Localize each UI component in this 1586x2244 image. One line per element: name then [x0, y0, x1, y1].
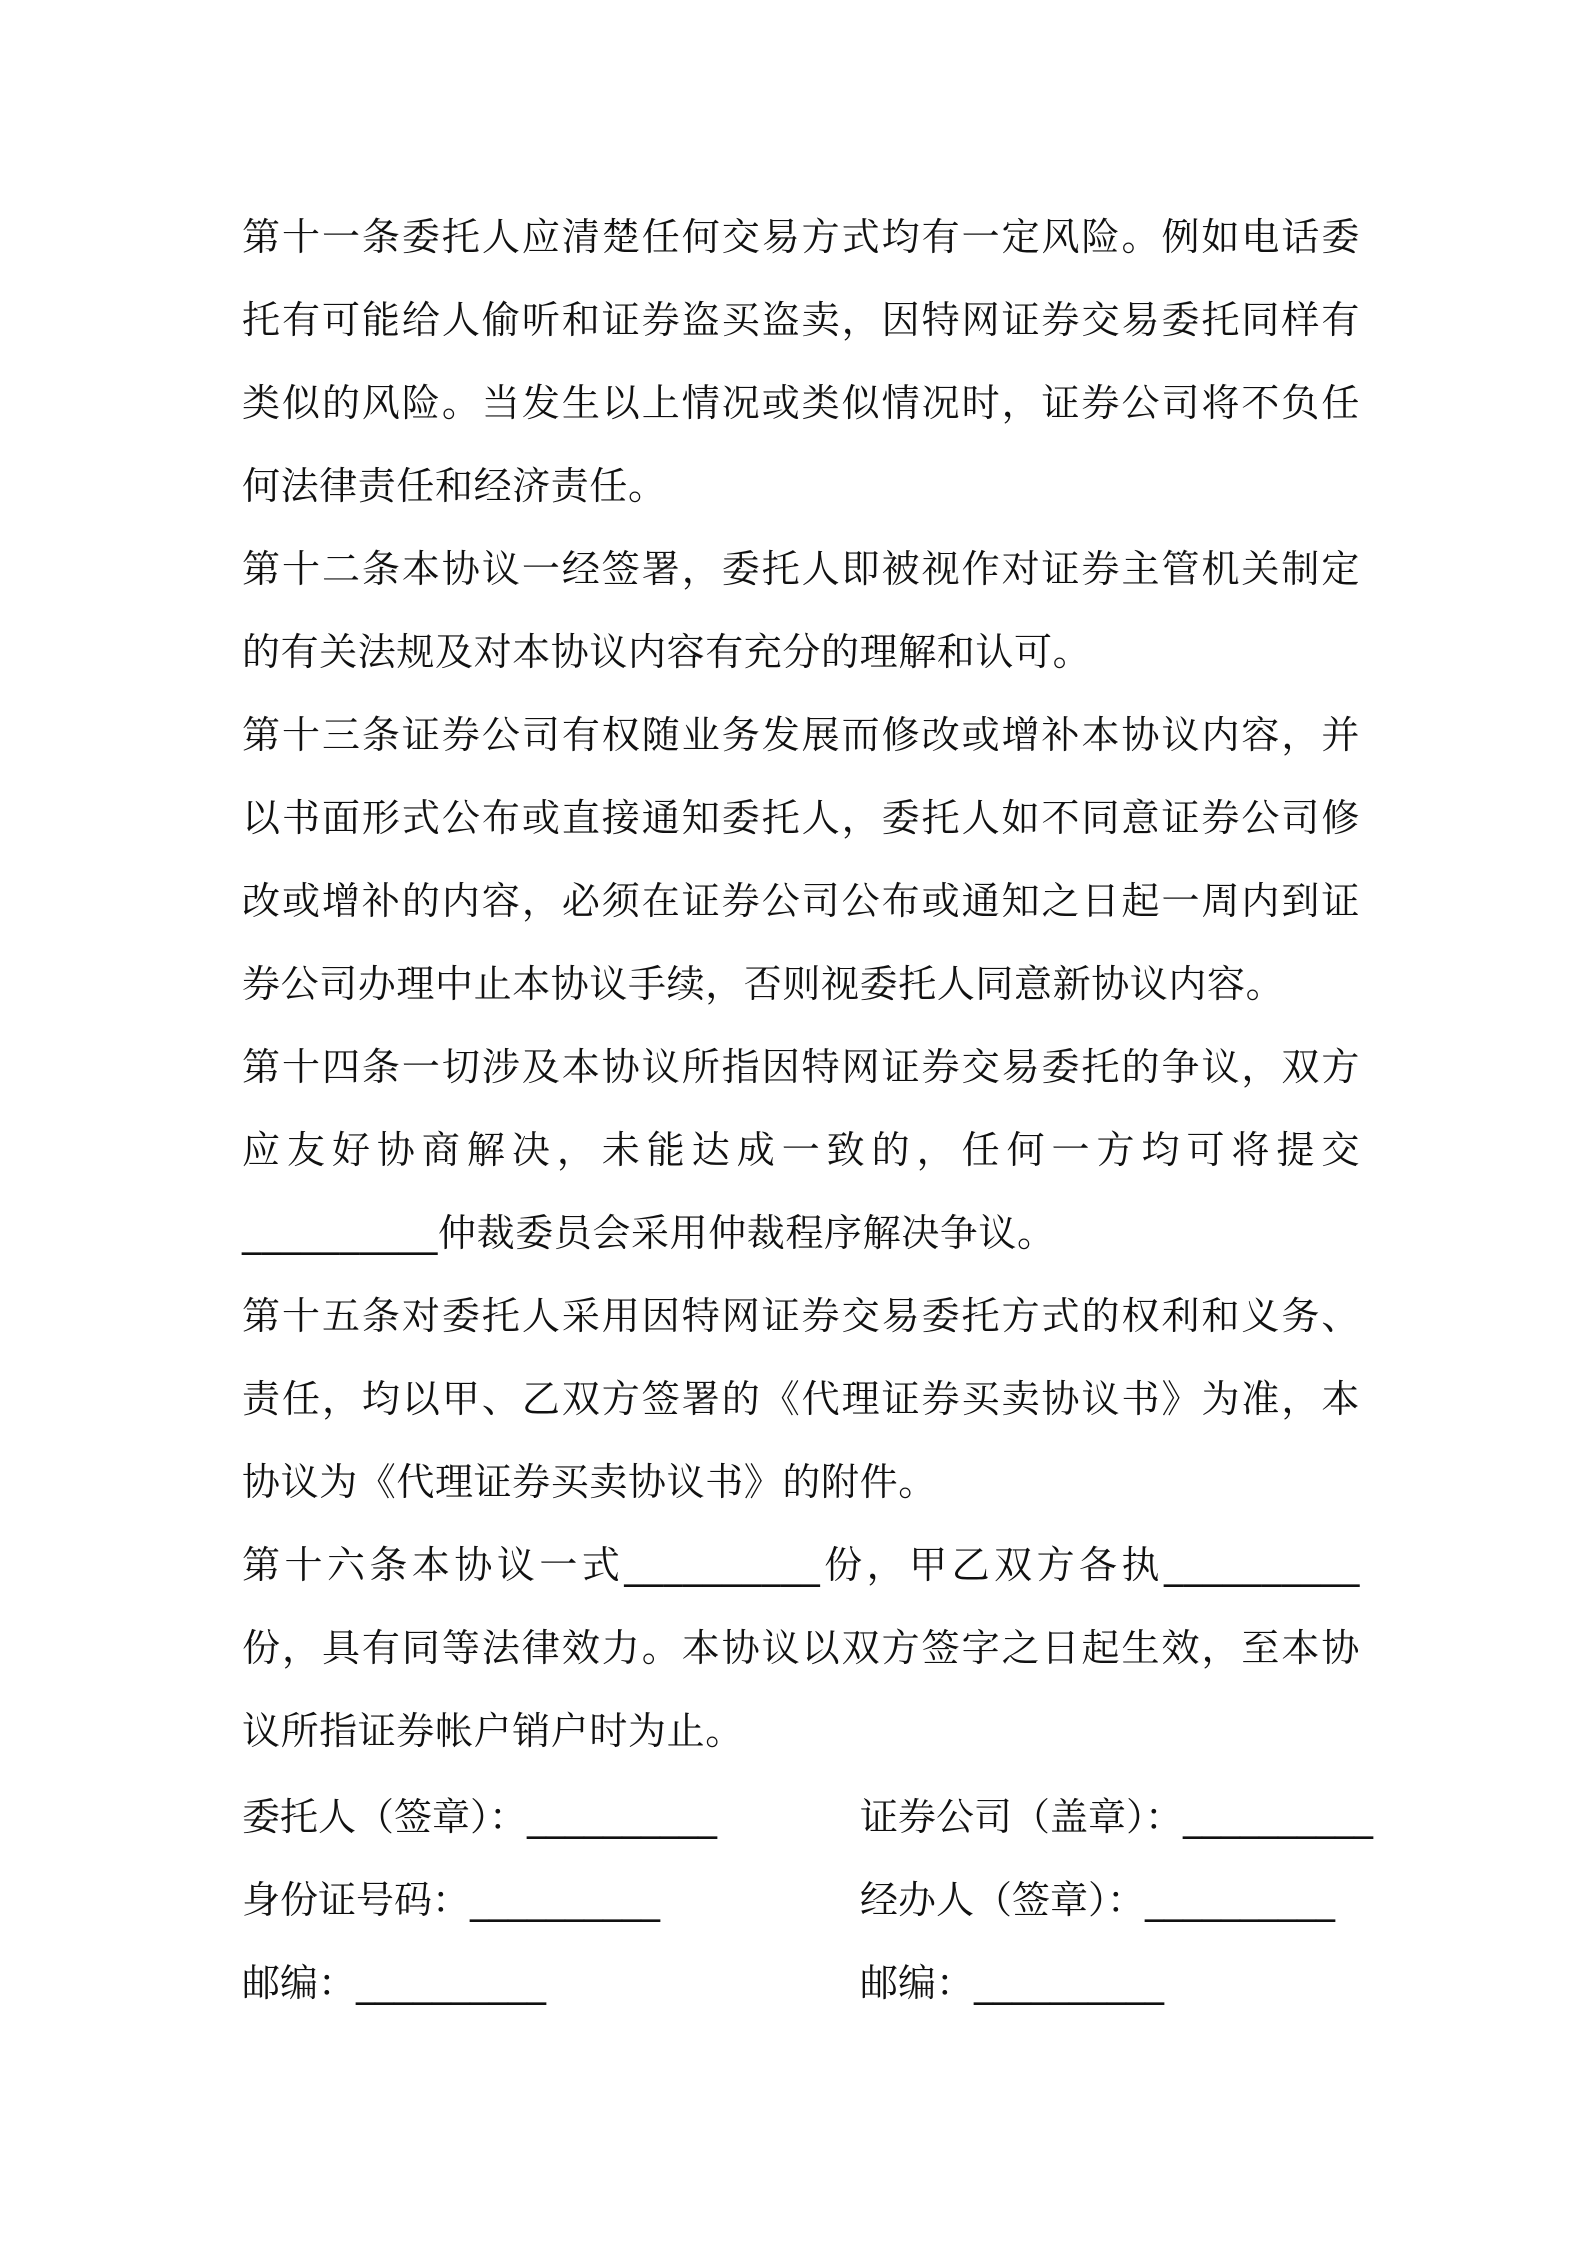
agent-signature-line: 经办人（签章）：__________ — [860, 1878, 1336, 1922]
signature-block — [242, 1776, 1374, 2025]
client-signature-line: 委托人（签章）：__________ — [242, 1795, 718, 1839]
signature-row-2 — [242, 1859, 1360, 1942]
clause-16: 第十六条本协议一式__________份，甲乙双方各执__________份，具有同等法律效力。本协议以双方签字之日起生效，至本协议所指证券帐户销户时为止。 — [242, 1543, 1360, 1753]
company-postcode-line: 邮编：__________ — [860, 1961, 1165, 2005]
clause-15: 第十五条对委托人采用因特网证券交易委托方式的权利和义务、责任，均以甲、乙双方签署的《代理证券买卖协议书》为准，本协议为《代理证券买卖协议书》的附件。 — [242, 1294, 1360, 1504]
company-seal-line: 证券公司（盖章）：__________ — [860, 1795, 1374, 1839]
id-number-line: 身份证号码：__________ — [242, 1878, 661, 1922]
signature-row-1 — [242, 1776, 1374, 1859]
clause-13: 第十三条证券公司有权随业务发展而修改或增补本协议内容，并以书面形式公布或直接通知委托人，委托人如不同意证券公司修改或增补的内容，必须在证券公司公布或通知之日起一周内到证券公司办理中止本协议手续，否则视委托人同意新协议内容。 — [242, 713, 1360, 1006]
clause-11: 第十一条委托人应清楚任何交易方式均有一定风险。例如电话委托有可能给人偷听和证券盗买盗卖，因特网证券交易委托同样有类似的风险。当发生以上情况或类似情况时，证券公司将不负任何法律责任和经济责任。 — [242, 215, 1360, 508]
signature-row-3 — [242, 1942, 1360, 2025]
document-body — [242, 196, 1360, 1773]
client-postcode-line: 邮编：__________ — [242, 1961, 547, 2005]
clause-12: 第十二条本协议一经签署，委托人即被视作对证券主管机关制定的有关法规及对本协议内容有充分的理解和认可。 — [242, 547, 1360, 674]
clause-14: 第十四条一切涉及本协议所指因特网证券交易委托的争议，双方应友好协商解决，未能达成一致的，任何一方均可将提交__________仲裁委员会采用仲裁程序解决争议。 — [242, 1045, 1360, 1255]
